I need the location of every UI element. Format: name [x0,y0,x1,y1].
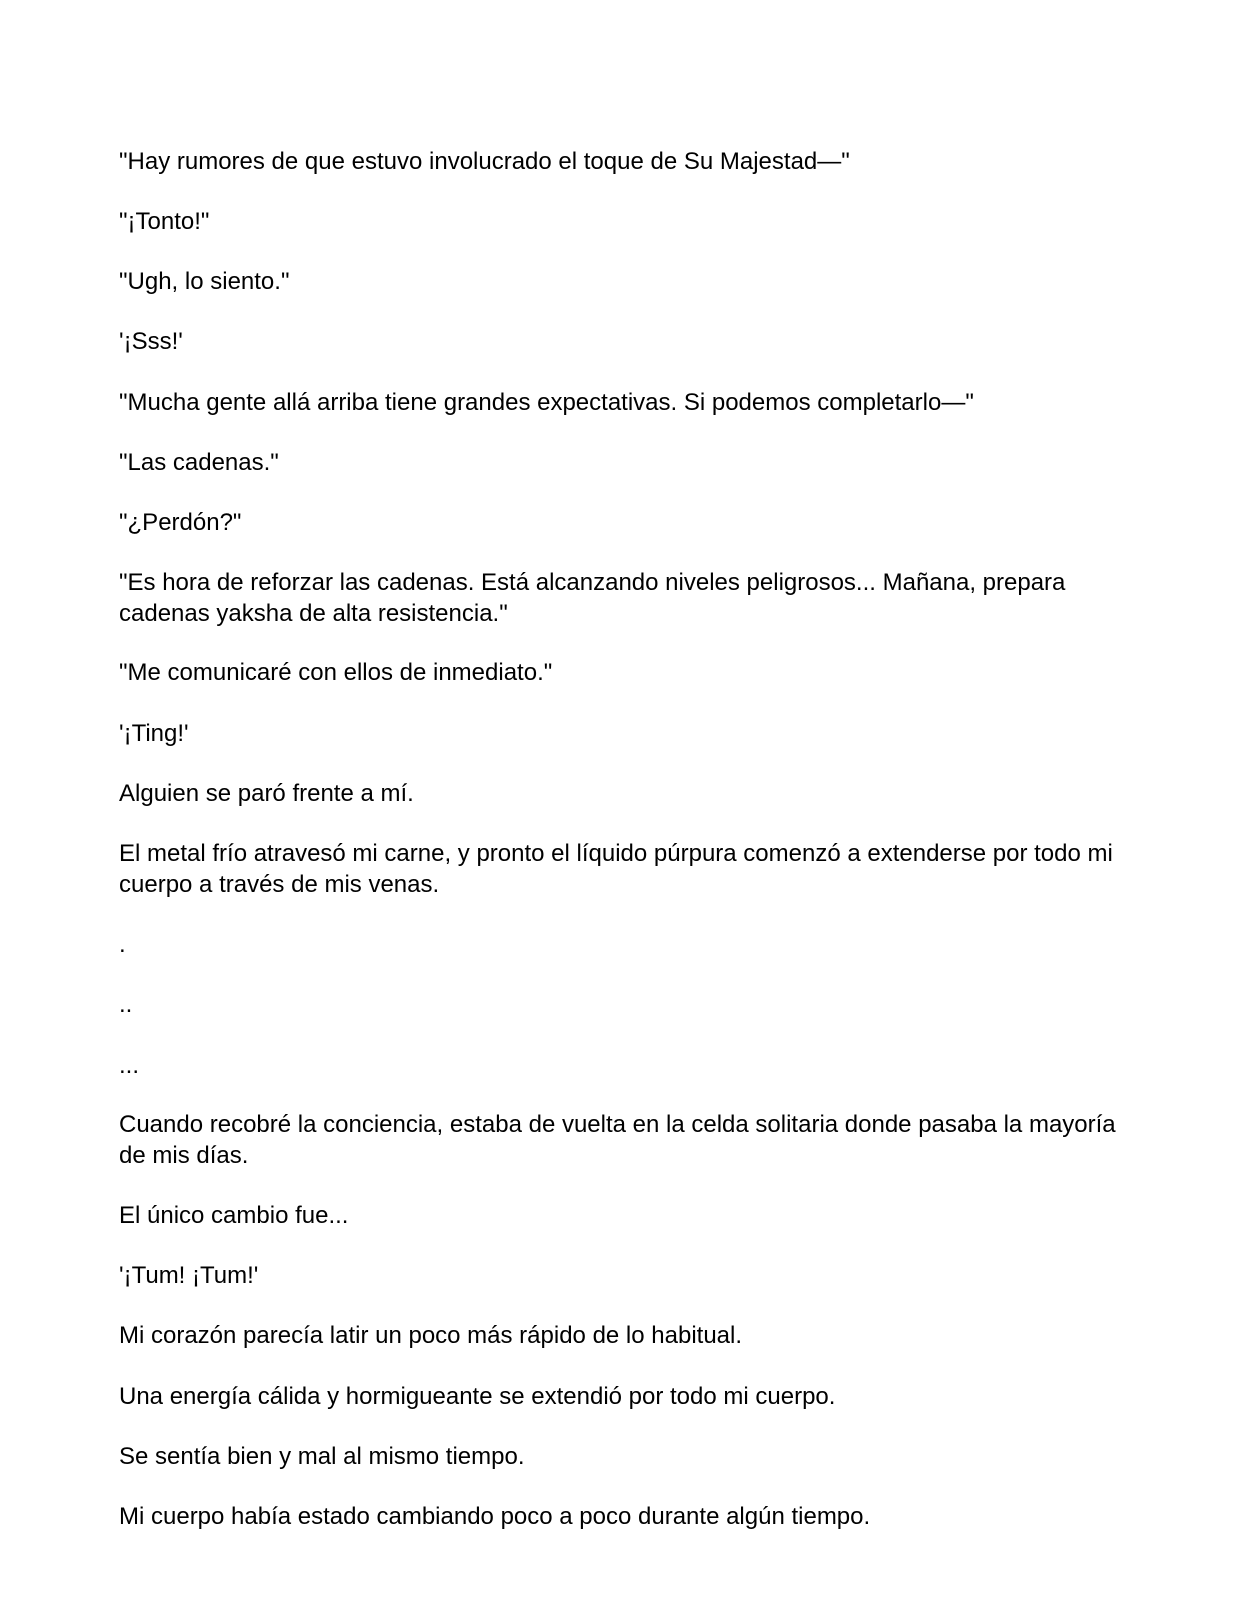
paragraph-16: Cuando recobré la conciencia, estaba de vuelta en la celda solitaria donde pasaba la mayoría de mis días. [119,1111,1116,1169]
paragraph-15: ... [119,1052,140,1079]
paragraph-6: "Las cadenas." [119,449,279,476]
paragraph-10: '¡Ting!' [119,720,189,747]
paragraph-14: .. [119,991,133,1018]
paragraph-9: "Me comunicaré con ellos de inmediato." [119,659,553,686]
paragraph-3: "Ugh, lo siento." [119,268,290,295]
paragraph-18: '¡Tum! ¡Tum!' [119,1262,259,1289]
paragraph-21: Se sentía bien y mal al mismo tiempo. [119,1443,525,1470]
paragraph-1: "Hay rumores de que estuvo involucrado el toque de Su Majestad—" [119,148,850,175]
paragraph-7: "¿Perdón?" [119,509,242,536]
paragraph-2: "¡Tonto!" [119,208,210,235]
paragraph-5: "Mucha gente allá arriba tiene grandes expectativas. Si podemos completarlo—" [119,389,974,416]
paragraph-4: '¡Sss!' [119,328,183,355]
paragraph-20: Una energía cálida y hormigueante se extendió por todo mi cuerpo. [119,1383,836,1410]
paragraph-8: "Es hora de reforzar las cadenas. Está alcanzando niveles peligrosos... Mañana, prepara cadenas yaksha de alta resistencia." [119,569,1066,627]
paragraph-12: El metal frío atravesó mi carne, y pronto el líquido púrpura comenzó a extenderse por todo mi cuerpo a través de mis venas. [119,840,1113,898]
paragraph-22: Mi cuerpo había estado cambiando poco a poco durante algún tiempo. [119,1503,871,1530]
paragraph-19: Mi corazón parecía latir un poco más rápido de lo habitual. [119,1322,743,1349]
paragraph-13: . [119,931,126,958]
paragraph-11: Alguien se paró frente a mí. [119,780,414,807]
paragraph-17: El único cambio fue... [119,1202,349,1229]
